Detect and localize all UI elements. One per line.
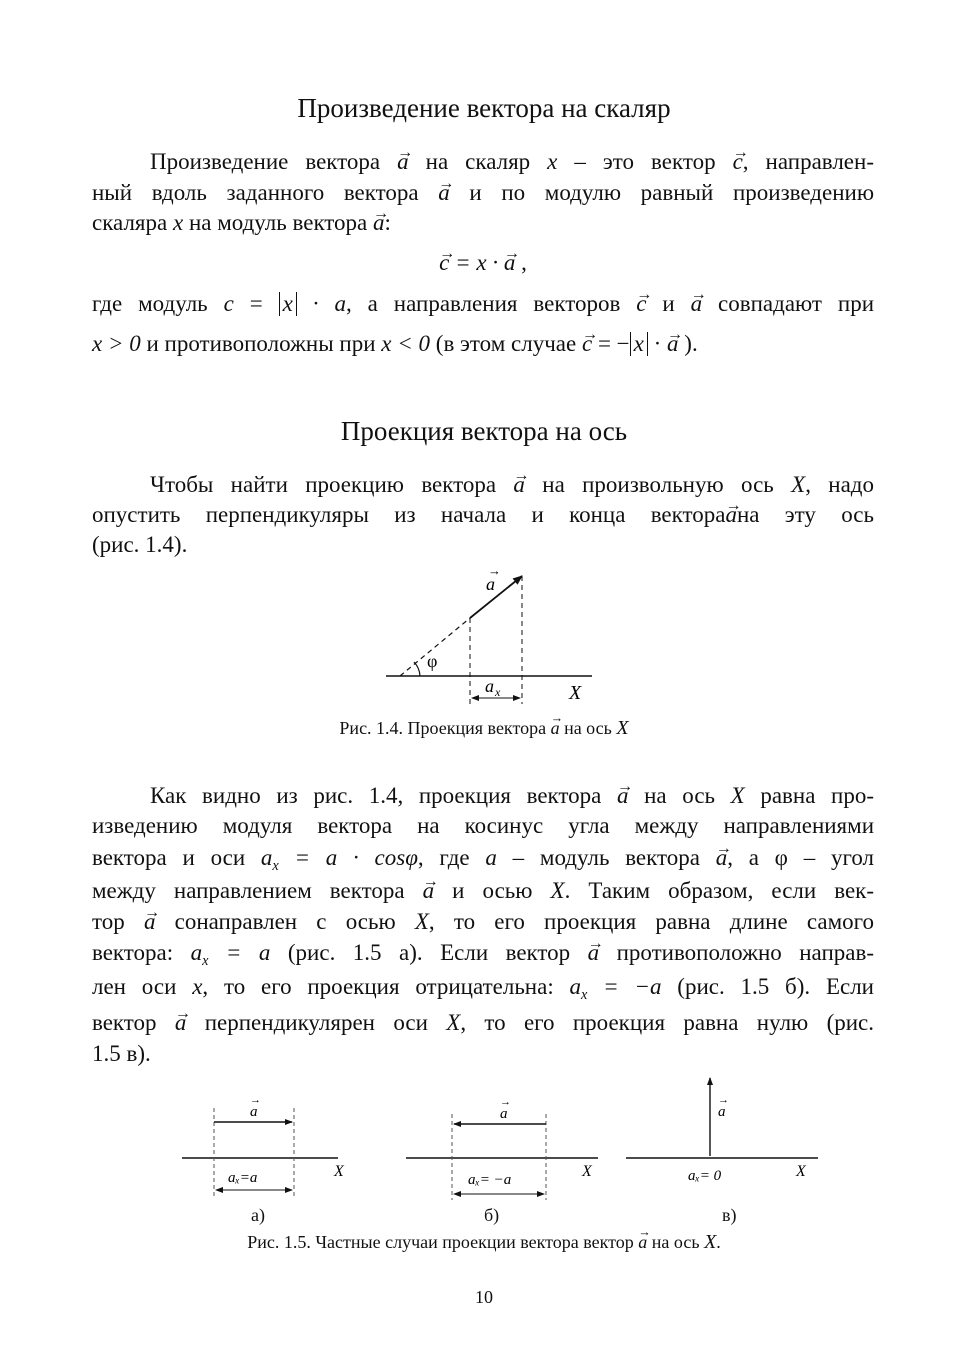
variable: a: [569, 974, 582, 999]
vector-symbol: → a: [691, 289, 703, 319]
text: и по модулю равный произведению: [449, 180, 875, 205]
vector-symbol: → a: [504, 248, 516, 278]
vector-symbol: → a: [638, 1232, 647, 1253]
label-X-b: X: [582, 1163, 592, 1180]
text: , надо: [805, 472, 874, 497]
formula-text: = a · cosφ: [278, 845, 418, 870]
vector-a-arrow: [470, 576, 522, 618]
variable: x: [192, 974, 203, 999]
text: лен оси: [92, 974, 193, 999]
text: ).: [678, 331, 698, 356]
axis-symbol: X: [791, 472, 806, 497]
vector-symbol: → a: [175, 1008, 187, 1038]
vector-symbol: → a: [438, 178, 450, 208]
axis-symbol: X: [414, 909, 429, 934]
text: и: [646, 291, 691, 316]
axis-symbol: X: [730, 783, 745, 808]
section-title-scalar: Произведение вектора на скаляр: [297, 93, 671, 123]
text: . Таким образом, если век-: [564, 878, 874, 903]
text: Как видно из рис. 1.4, проекция вектора: [150, 783, 617, 808]
paragraph-line: [92, 500, 874, 530]
text: скаляра: [92, 210, 173, 235]
vector-symbol: → c: [439, 248, 449, 278]
paragraph-line: [92, 289, 874, 319]
text: Рис. 1.5. Частные случаи проекции вектора вектор: [247, 1232, 639, 1252]
vector-symbol: → c: [636, 289, 646, 319]
subscript: x: [202, 952, 209, 969]
formula-text: = x ·: [449, 250, 504, 275]
vector-arrow-glyph: →: [488, 568, 501, 578]
vector-symbol: → a: [397, 147, 409, 177]
variable: a: [190, 940, 203, 965]
formula-c-eq-xa: [92, 248, 874, 278]
vector-symbol: → c: [582, 329, 592, 359]
subfig-label-b: б): [484, 1205, 500, 1225]
subfig-label-a: а): [251, 1205, 265, 1225]
text: (рис. 1.5 б). Если: [661, 974, 874, 999]
vector-symbol: → a: [588, 938, 600, 968]
vector-symbol: → a: [513, 470, 525, 500]
text: на модуль вектора: [183, 210, 374, 235]
paragraph-line: [92, 147, 874, 177]
figure-1-5: [178, 1072, 828, 1202]
label-vec-b: a: [500, 1106, 508, 1122]
axis-symbol: X: [616, 717, 629, 739]
vector-symbol: → a: [551, 718, 560, 739]
label-proj-c: aₓ= 0: [688, 1168, 722, 1184]
text: совпадают при: [702, 291, 875, 316]
figure-1-4-caption: [0, 717, 968, 740]
text: между направлением вектора: [92, 878, 423, 903]
axis-symbol: X: [704, 1231, 717, 1253]
text: Чтобы найти проекцию вектора: [150, 472, 514, 497]
vector-symbol: → a: [423, 876, 435, 906]
formula-text: x > 0: [92, 331, 141, 356]
label-proj-b: aₓ= −a: [468, 1172, 512, 1188]
paragraph-line: [92, 781, 874, 811]
text: (в этом случае: [430, 331, 582, 356]
text: :: [384, 210, 391, 235]
text: вектор: [92, 1010, 175, 1035]
formula-text: = a: [208, 940, 271, 965]
paragraph-line: [92, 907, 874, 937]
vector-symbol: → a: [373, 208, 385, 238]
text: – это вектор: [557, 149, 733, 174]
paragraph-line: [92, 178, 874, 208]
paragraph-line: 1.5 в).: [92, 1041, 151, 1066]
text: вектора и оси: [92, 845, 261, 870]
text: и противоположны при: [140, 331, 382, 356]
label-vec-a: a: [250, 1104, 258, 1120]
axis-symbol: X: [446, 1010, 461, 1035]
label-X-c: X: [796, 1163, 806, 1180]
vector-symbol: → a: [617, 781, 629, 811]
text: и осью: [434, 878, 551, 903]
variable: a: [485, 845, 497, 870]
text: , то его проекция равна нулю (рис.: [460, 1010, 874, 1035]
vector-label: a: [486, 574, 495, 594]
text: равна про-: [744, 783, 874, 808]
text: опустить перпендикуляры из начала и конца вектора: [92, 502, 726, 527]
text: (рис. 1.5 а). Если вектор: [270, 940, 588, 965]
vector-symbol: → a: [725, 500, 737, 530]
ax-subscript: x: [495, 685, 501, 699]
paragraph-line: [92, 329, 874, 359]
subscript: x: [272, 857, 279, 874]
vector-symbol: → a: [716, 843, 728, 873]
text: тор: [92, 909, 144, 934]
arrow-glyph: →: [250, 1094, 261, 1106]
paragraph-line: [92, 1008, 874, 1038]
arrow-glyph: →: [718, 1094, 729, 1106]
text: – модуль вектора: [496, 845, 716, 870]
text: на ось: [647, 1232, 705, 1252]
vector-symbol: → a: [144, 907, 156, 937]
formula-text: · a: [296, 291, 346, 316]
vector-symbol: → a: [667, 329, 679, 359]
label-proj-a: aₓ=a: [228, 1170, 258, 1186]
variable: x: [172, 210, 184, 235]
text: =: [233, 291, 279, 316]
paragraph-line: [92, 938, 874, 976]
text: ·: [647, 331, 668, 356]
text: где модуль: [92, 291, 224, 316]
text: , то его проекция равна длине самого: [428, 909, 874, 934]
abs-value: x: [279, 292, 297, 316]
axis-x-label: X: [569, 682, 582, 704]
text: на скаляр: [408, 149, 548, 174]
figure-1-4: [380, 568, 600, 718]
text: = −: [592, 331, 630, 356]
text: Рис. 1.4. Проекция вектора: [339, 718, 551, 738]
label-X-a: X: [334, 1163, 344, 1180]
page-number: 10: [475, 1287, 493, 1307]
paragraph-line: [92, 208, 874, 238]
subfig-label-c: в): [722, 1205, 737, 1225]
paragraph-line: [92, 972, 874, 1010]
axis-symbol: X: [550, 878, 565, 903]
text: перпендикулярен оси: [186, 1010, 447, 1035]
text: , направлен-: [742, 149, 874, 174]
text: противоположно направ-: [599, 940, 874, 965]
text: на произвольную ось: [524, 472, 792, 497]
text: , а направления векторов: [345, 291, 637, 316]
label-vec-c: a: [718, 1104, 726, 1120]
text: .: [716, 1232, 721, 1252]
variable: x: [547, 149, 558, 174]
variable: a: [260, 845, 273, 870]
formula-text: = −a: [587, 974, 662, 999]
text: ,: [515, 250, 527, 275]
paragraph-line: [92, 876, 874, 906]
phi-label: φ: [427, 651, 438, 671]
paragraph-line: (рис. 1.4).: [92, 532, 188, 557]
abs-value: x: [630, 332, 648, 356]
paragraph-line: [92, 470, 874, 500]
text: сонаправлен с осью: [155, 909, 415, 934]
text: ный вдоль заданного вектора: [92, 180, 439, 205]
text: на эту ось: [736, 502, 874, 527]
text: Произведение вектора: [150, 149, 398, 174]
ax-label: a: [485, 676, 494, 696]
arrow-glyph: →: [500, 1096, 511, 1108]
section-title-projection: Проекция вектора на ось: [340, 416, 628, 446]
text: , а φ – угол: [727, 845, 874, 870]
vector-symbol: → c: [733, 147, 743, 177]
formula-text: x < 0: [381, 331, 431, 356]
variable: c: [223, 291, 234, 316]
text: на ось: [628, 783, 731, 808]
subscript: x: [581, 986, 588, 1003]
text: , то его проекция отрицательна:: [202, 974, 570, 999]
text: , где: [417, 845, 486, 870]
text: на ось: [559, 718, 617, 738]
figure-1-5-caption: [0, 1231, 968, 1254]
text: вектора:: [92, 940, 191, 965]
paragraph-line: изведению модуля вектора на косинус угла между направлениями: [92, 813, 874, 838]
